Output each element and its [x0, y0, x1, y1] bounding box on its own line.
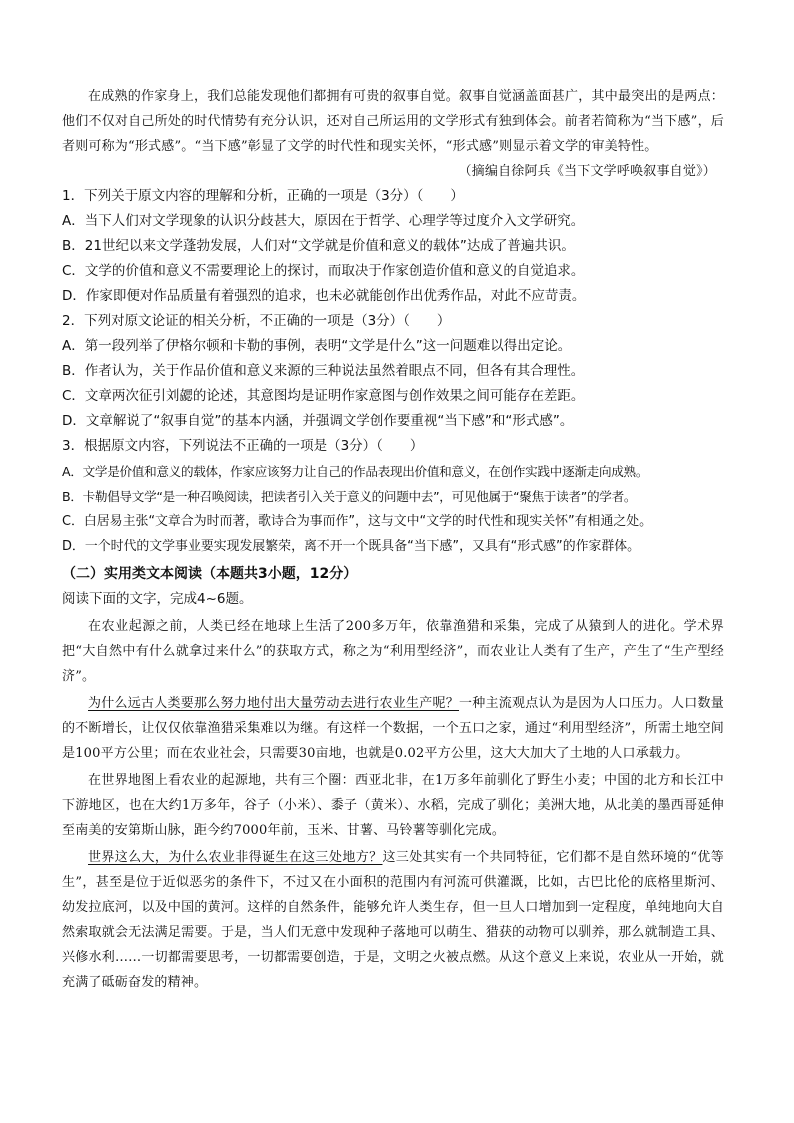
section-instruction: 阅读下面的文字，完成4~6题。: [62, 591, 253, 607]
option-c: C．白居易主张“文章合为时而著，歌诗合为事而作”，这与文中“文学的时代性和现实关怀”有相通之处。: [62, 514, 653, 529]
passage-source: （摘编自徐阿兵《当下文学呼唤叙事自觉》）: [458, 164, 716, 179]
option-d: D．文章解说了“叙事自觉”的基本内涵，并强调文学创作要重视“当下感”和“形式感”。: [62, 413, 574, 429]
option-d: D．作家即便对作品质量有着强烈的追求，也未必就能创作出优秀作品，对此不应苛责。: [62, 288, 586, 304]
question-stem: 3．根据原文内容，下列说法不正确的一项是（3分）（ ）: [62, 438, 424, 454]
paragraph-text: 这三处其实有一个共同特征，它们都不是自然环境的“优等生”，甚至是位于近似恶劣的条件下，不过又在小面积的范围内有河流可供灌溉，比如，古巴比伦的底格里斯河、幼发拉底河，以及中国的黄河。这样的自然条件，能够允许人类生存，但一旦人口增加到一定程度，单纯地向大自然索取就会无法满足需要。于是，当人们无意中发现种子落地可以萌生、猎获的动物可以驯养，那么就制造工具、兴修水利……一切都需要思考，一切都需要创造，于是，文明之火被点燃。从这个意义上来说，农业从一开始，就充满了砥砺奋发的精神。: [62, 850, 724, 990]
option-c: C．文章两次征引刘勰的论述，其意图均是证明作家意图与创作效果之间可能存在差距。: [62, 388, 585, 404]
option-b: B．21世纪以来文学蓬勃发展，人们对“文学就是价值和意义的载体”达成了普遍共识。: [62, 238, 575, 254]
article-paragraph-4: [62, 845, 724, 995]
option-b: B．卡勒倡导文学“是一种召唤阅读，把读者引入关于意义的问题中去”，可见他属于“聚焦于读者”的学者。: [62, 489, 637, 504]
article-paragraph-3: 在世界地图上看农业的起源地，共有三个圈：西亚北非，在1万多年前驯化了野生小麦；中国的北方和长江中下游地区，也在大约1万多年，谷子（小米）、黍子（黄米）、水稻，完成了驯化；美洲大地，从北美的墨西哥延伸至南美的安第斯山脉，距今约7000年前，玉米、甘薯、马铃薯等驯化完成。: [62, 773, 724, 838]
option-a: A．当下人们对文学现象的认识分歧甚大，原因在于哲学、心理学等过度介入文学研究。: [62, 213, 585, 229]
question-3: [62, 434, 724, 559]
underlined-question: 为什么远古人类要那么努力地付出大量劳动去进行农业生产呢？: [88, 696, 460, 711]
option-a: A．第一段列举了伊格尔顿和卡勒的事例，表明“文学是什么”这一问题难以得出定论。: [62, 338, 572, 354]
question-2: [62, 309, 724, 434]
paragraph-text: 一种主流观点认为是因为人口压力。人口数量的不断增长，让仅仅依靠渔猎采集难以为继。有这样一个数据，一个五口之家，通过“利用型经济”，所需土地空间是100平方公里；而在农业社会，只需要30亩地，也就是0.02平方公里，这大大加大了土地的人口承载力。: [62, 696, 724, 761]
article-paragraph-1: 在农业起源之前，人类已经在地球上生活了200多万年，依靠渔猎和采集，完成了从猿到人的进化。学术界把“大自然中有什么就拿过来什么”的获取方式，称之为“利用型经济”，而农业让人类有了生产，产生了“生产型经济”。: [62, 619, 724, 684]
article-paragraph-2: [62, 691, 724, 766]
question-1: [62, 184, 724, 309]
option-d: D．一个时代的文学事业要实现发展繁荣，离不开一个既具备“当下感”，又具有“形式感”的作家群体。: [62, 539, 641, 554]
underlined-question: 世界这么大，为什么农业非得诞生在这三处地方？: [88, 850, 383, 865]
question-stem: 1．下列关于原文内容的理解和分析，正确的一项是（3分）（ ）: [62, 188, 464, 204]
passage-paragraph: 在成熟的作家身上，我们总能发现他们都拥有可贵的叙事自觉。叙事自觉涵盖面甚广，其中最突出的是两点：他们不仅对自己所处的时代情势有充分认识，还对自己所运用的文学形式有独到体会。前者若简称为“当下感”，后者则可称为“形式感”。“当下感”彰显了文学的时代性和现实关怀，“形式感”则显示着文学的审美特性。: [62, 89, 724, 154]
section-title: （二）实用类文本阅读（本题共3小题，12分）: [62, 566, 358, 582]
option-c: C．文学的价值和意义不需要理论上的探讨，而取决于作家创造价值和意义的自觉追求。: [62, 263, 585, 279]
option-a: A．文学是价值和意义的载体，作家应该努力让自己的作品表现出价值和意义，在创作实践中逐渐走向成熟。: [62, 464, 649, 479]
question-stem: 2．下列对原文论证的相关分析，不正确的一项是（3分）（ ）: [62, 313, 451, 329]
option-b: B．作者认为，关于作品价值和意义来源的三种说法虽然着眼点不同，但各有其合理性。: [62, 363, 585, 379]
